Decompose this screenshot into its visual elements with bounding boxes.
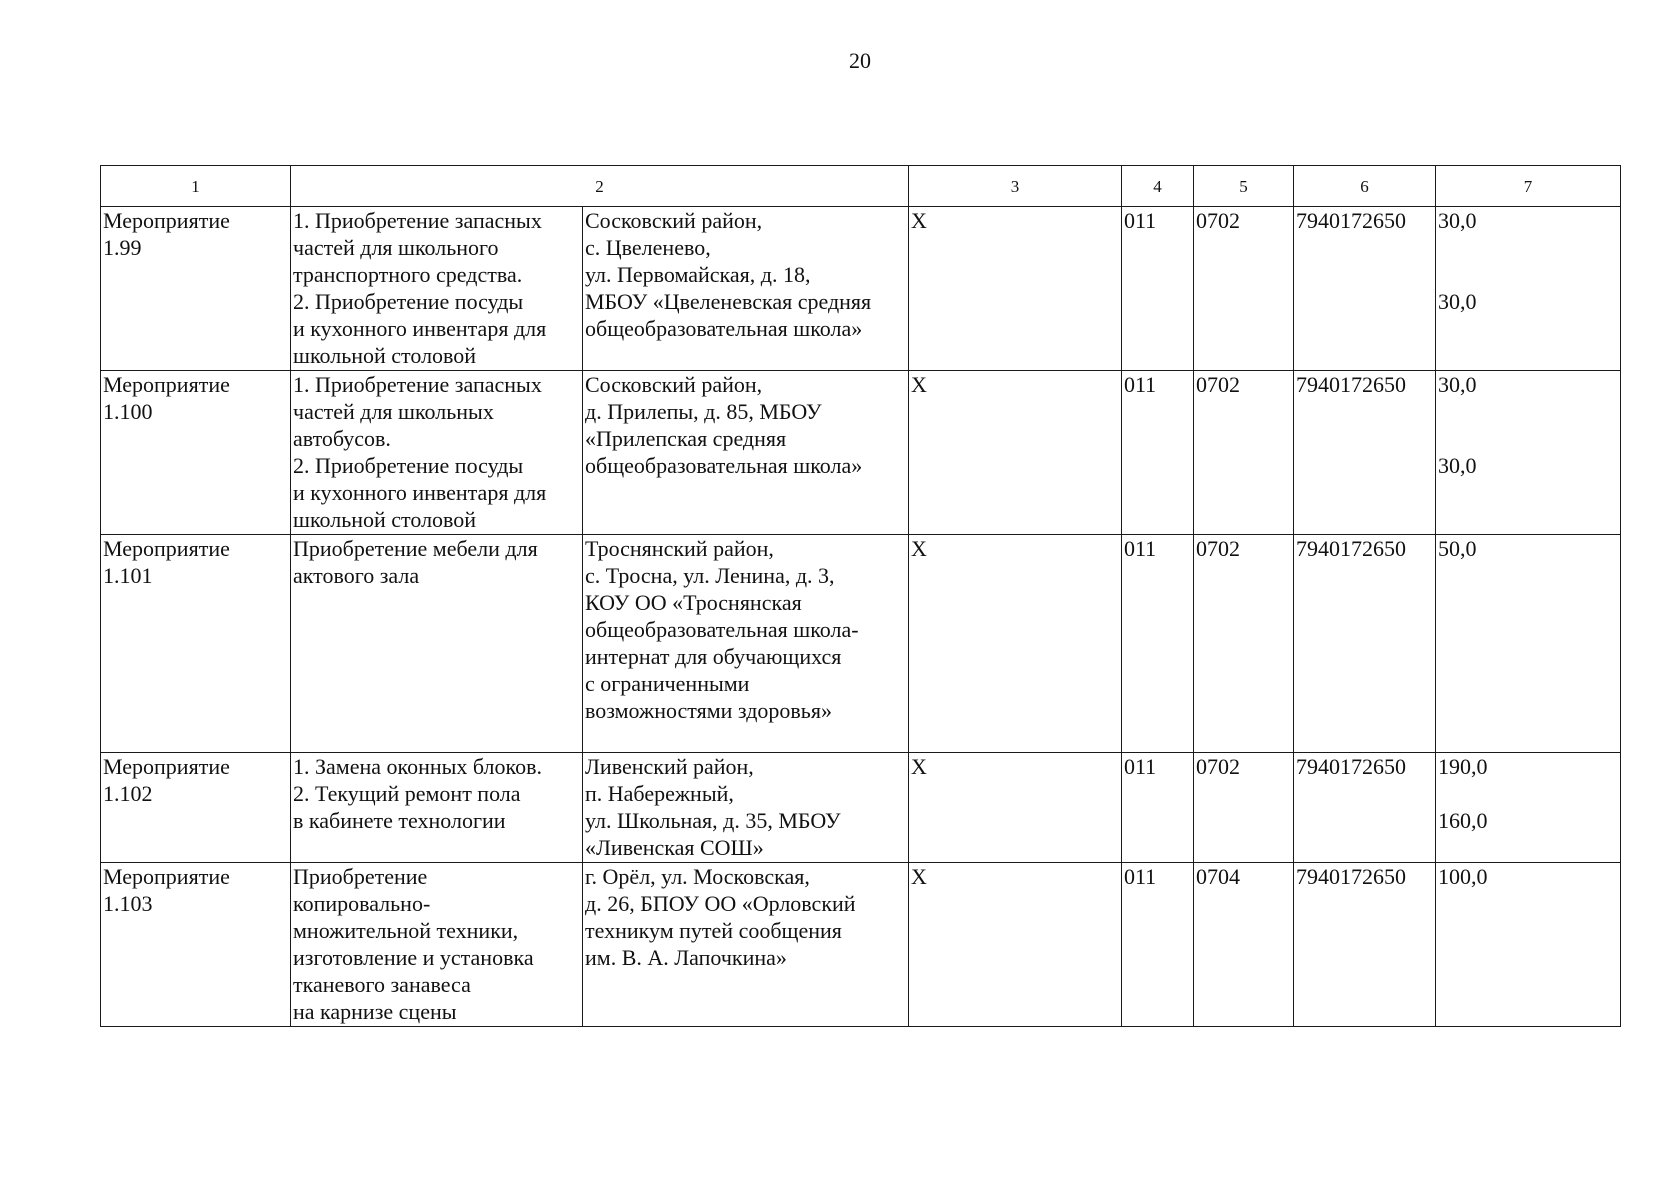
col4-cell: 011 xyxy=(1122,863,1194,1027)
header-col-5: 5 xyxy=(1194,166,1294,207)
amount-cell: 190,0 160,0 xyxy=(1436,753,1621,863)
address-cell: Сосковский район, с. Цвеленево, ул. Первомайская, д. 18, МБОУ «Цвеленевская средняя общеобразовательная школа» xyxy=(583,207,909,371)
header-col-1: 1 xyxy=(101,166,291,207)
description-cell: Приобретение мебели для актового зала xyxy=(291,535,583,753)
event-cell: Мероприятие 1.99 xyxy=(101,207,291,371)
table-row xyxy=(101,371,1621,535)
table-row xyxy=(101,753,1621,863)
col3-cell: Х xyxy=(909,535,1122,753)
address-cell: Ливенский район, п. Набережный, ул. Школьная, д. 35, МБОУ «Ливенская СОШ» xyxy=(583,753,909,863)
header-col-6: 6 xyxy=(1294,166,1436,207)
description-cell: 1. Приобретение запасных частей для школьного транспортного средства. 2. Приобретение посуды и кухонного инвентаря для школьной столовой xyxy=(291,207,583,371)
col3-cell: Х xyxy=(909,371,1122,535)
budget-table xyxy=(100,165,1621,1027)
table-row xyxy=(101,207,1621,371)
event-cell: Мероприятие 1.103 xyxy=(101,863,291,1027)
amount-cell: 30,0 30,0 xyxy=(1436,207,1621,371)
amount-cell: 30,0 30,0 xyxy=(1436,371,1621,535)
col6-cell: 7940172650 xyxy=(1294,207,1436,371)
col4-cell: 011 xyxy=(1122,535,1194,753)
col6-cell: 7940172650 xyxy=(1294,535,1436,753)
col3-cell: Х xyxy=(909,207,1122,371)
col3-cell: Х xyxy=(909,753,1122,863)
col5-cell: 0702 xyxy=(1194,371,1294,535)
col4-cell: 011 xyxy=(1122,207,1194,371)
address-cell: Троснянский район, с. Тросна, ул. Ленина, д. 3, КОУ ОО «Троснянская общеобразовательная школа- интернат для обучающихся с ограниченными возможностями здоровья» xyxy=(583,535,909,753)
col3-cell: Х xyxy=(909,863,1122,1027)
col4-cell: 011 xyxy=(1122,371,1194,535)
event-cell: Мероприятие 1.101 xyxy=(101,535,291,753)
col5-cell: 0702 xyxy=(1194,207,1294,371)
amount-cell: 100,0 xyxy=(1436,863,1621,1027)
address-cell: г. Орёл, ул. Московская, д. 26, БПОУ ОО «Орловский техникум путей сообщения им. В. А. Лапочкина» xyxy=(583,863,909,1027)
address-cell: Сосковский район, д. Прилепы, д. 85, МБОУ «Прилепская средняя общеобразовательная школа» xyxy=(583,371,909,535)
description-cell: 1. Замена оконных блоков. 2. Текущий ремонт пола в кабинете технологии xyxy=(291,753,583,863)
col5-cell: 0702 xyxy=(1194,535,1294,753)
col6-cell: 7940172650 xyxy=(1294,371,1436,535)
header-col-4: 4 xyxy=(1122,166,1194,207)
col5-cell: 0704 xyxy=(1194,863,1294,1027)
header-col-2: 2 xyxy=(291,166,909,207)
amount-cell: 50,0 xyxy=(1436,535,1621,753)
description-cell: 1. Приобретение запасных частей для школьных автобусов. 2. Приобретение посуды и кухонного инвентаря для школьной столовой xyxy=(291,371,583,535)
description-cell: Приобретение копировально- множительной техники, изготовление и установка тканевого занавеса на карнизе сцены xyxy=(291,863,583,1027)
col4-cell: 011 xyxy=(1122,753,1194,863)
header-col-3: 3 xyxy=(909,166,1122,207)
table-row xyxy=(101,535,1621,753)
event-cell: Мероприятие 1.100 xyxy=(101,371,291,535)
event-cell: Мероприятие 1.102 xyxy=(101,753,291,863)
header-row xyxy=(101,166,1621,207)
header-col-7: 7 xyxy=(1436,166,1621,207)
col5-cell: 0702 xyxy=(1194,753,1294,863)
table-row xyxy=(101,863,1621,1027)
col6-cell: 7940172650 xyxy=(1294,753,1436,863)
col6-cell: 7940172650 xyxy=(1294,863,1436,1027)
page-number: 20 xyxy=(849,48,871,73)
